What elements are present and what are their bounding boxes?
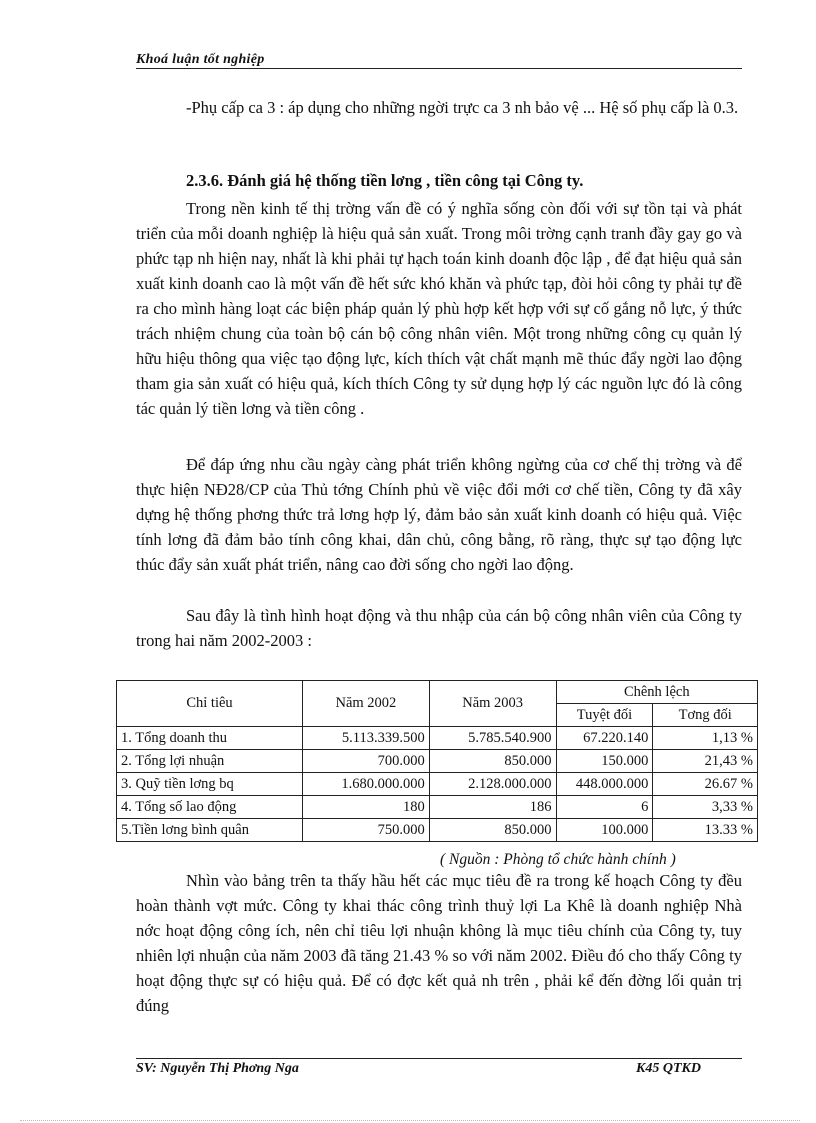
income-table [116,680,758,842]
cell-relative: 1,13 % [653,727,758,750]
cell-2002: 750.000 [303,819,430,842]
table-source: ( Nguồn : Phòng tổ chức hành chính ) [440,851,676,868]
cell-2003: 850.000 [429,750,556,773]
cell-2003: 5.785.540.900 [429,727,556,750]
cell-absolute: 150.000 [556,750,653,773]
cell-relative: 13.33 % [653,819,758,842]
table-row [117,796,758,819]
row-label: 1. Tổng doanh thu [117,727,303,750]
cell-absolute: 100.000 [556,819,653,842]
th-year-2003: Năm 2003 [429,681,556,727]
table-row [117,727,758,750]
cell-relative: 3,33 % [653,796,758,819]
header-title: Khoá luận tốt nghiệp [136,52,265,67]
row-label: 2. Tổng lợi nhuận [117,750,303,773]
cell-2002: 1.680.000.000 [303,773,430,796]
th-difference: Chênh lệch [556,681,757,704]
cell-absolute: 67.220.140 [556,727,653,750]
footer-author: SV: Nguyễn Thị Phơng Nga [136,1061,299,1076]
cell-relative: 26.67 % [653,773,758,796]
table-row [117,819,758,842]
row-label: 5.Tiền lơng bình quân [117,819,303,842]
table-row [117,750,758,773]
footer-divider [136,1058,742,1059]
th-relative: Tơng đối [653,704,758,727]
cell-absolute: 6 [556,796,653,819]
th-absolute: Tuyệt đối [556,704,653,727]
cell-2002: 180 [303,796,430,819]
cell-2002: 700.000 [303,750,430,773]
row-label: 4. Tổng số lao động [117,796,303,819]
row-label: 3. Quỹ tiền lơng bq [117,773,303,796]
paragraph-allowance: -Phụ cấp ca 3 : áp dụng cho những ngời trực ca 3 nh bảo vệ ... Hệ số phụ cấp là 0.3. [186,98,739,117]
paragraph-salary-system: Để đáp ứng nhu cầu ngày càng phát triển không ngừng của cơ chế thị trờng và để thực hiện NĐ28/CP của Thủ tớng Chính phủ về việc đổi mới cơ chế tiền, Công ty đã xây dựng hệ thống phơng thức trả lơng hợp lý, đảm bảo sản xuất kinh doanh có hiệu quả. Việc tính lơng đã đảm bảo tính công khai, dân chủ, công bằng, rõ ràng, thực sự tạo động lực thúc đẩy sản xuất phát triển, nâng cao đời sống cho ngời lao động. [136,455,742,574]
cell-2002: 5.113.339.500 [303,727,430,750]
paragraph-table-intro: Sau đây là tình hình hoạt động và thu nhập của cán bộ công nhân viên của Công ty trong hai năm 2002-2003 : [136,606,742,650]
page-header [136,50,742,69]
page-edge-divider [20,1120,800,1121]
th-indicator: Chỉ tiêu [117,681,303,727]
cell-absolute: 448.000.000 [556,773,653,796]
paragraph-intro: Trong nền kinh tế thị trờng vấn đề có ý nghĩa sống còn đối với sự tồn tại và phát triển của mỗi doanh nghiệp là hiệu quả sản xuất. Trong môi trờng cạnh tranh đầy gay go và phức tạp nh hiện nay, nhất là khi phải tự hạch toán kinh doanh độc lập , để đạt hiệu quả sản xuất kinh doanh cao là một vấn đề hết sức khó khăn và phức tạp, đòi hỏi công ty phải tự đề ra cho mình hàng loạt các biện pháp quản lý phù hợp kết hợp với sự cố gắng nỗ lực, ý thức trách nhiệm chung của toàn bộ cán bộ công nhân viên. Một trong những công cụ quản lý hữu hiệu thông qua việc tạo động lực, kích thích vật chất mạnh mẽ thúc đẩy ngời lao động tham gia sản xuất có hiệu quả, kích thích Công ty sử dụng hợp lý các nguồn lực đó là công tác quản lý tiền lơng và tiền công . [136,199,742,418]
paragraph-analysis: Nhìn vào bảng trên ta thấy hầu hết các mục tiêu đề ra trong kế hoạch Công ty đều hoàn thành vợt mức. Công ty khai thác công trình thuỷ lợi La Khê là doanh nghiệp Nhà nớc hoạt động công ích, nên chỉ tiêu lợi nhuận không là mục tiêu chính của Công ty, tuy nhiên lợi nhuận của năm 2003 đã tăng 21.43 % so với năm 2002. Điều đó cho thấy Công ty hoạt động thực sự có hiệu quả. Để có đợc kết quả nh trên , phải kể đến đờng lối quản trị đúng [136,871,742,1015]
cell-relative: 21,43 % [653,750,758,773]
section-heading: 2.3.6. Đánh giá hệ thống tiền lơng , tiền công tại Công ty. [186,171,584,190]
cell-2003: 2.128.000.000 [429,773,556,796]
footer-class: K45 QTKD [636,1061,701,1076]
th-year-2002: Năm 2002 [303,681,430,727]
table-row [117,773,758,796]
cell-2003: 850.000 [429,819,556,842]
cell-2003: 186 [429,796,556,819]
